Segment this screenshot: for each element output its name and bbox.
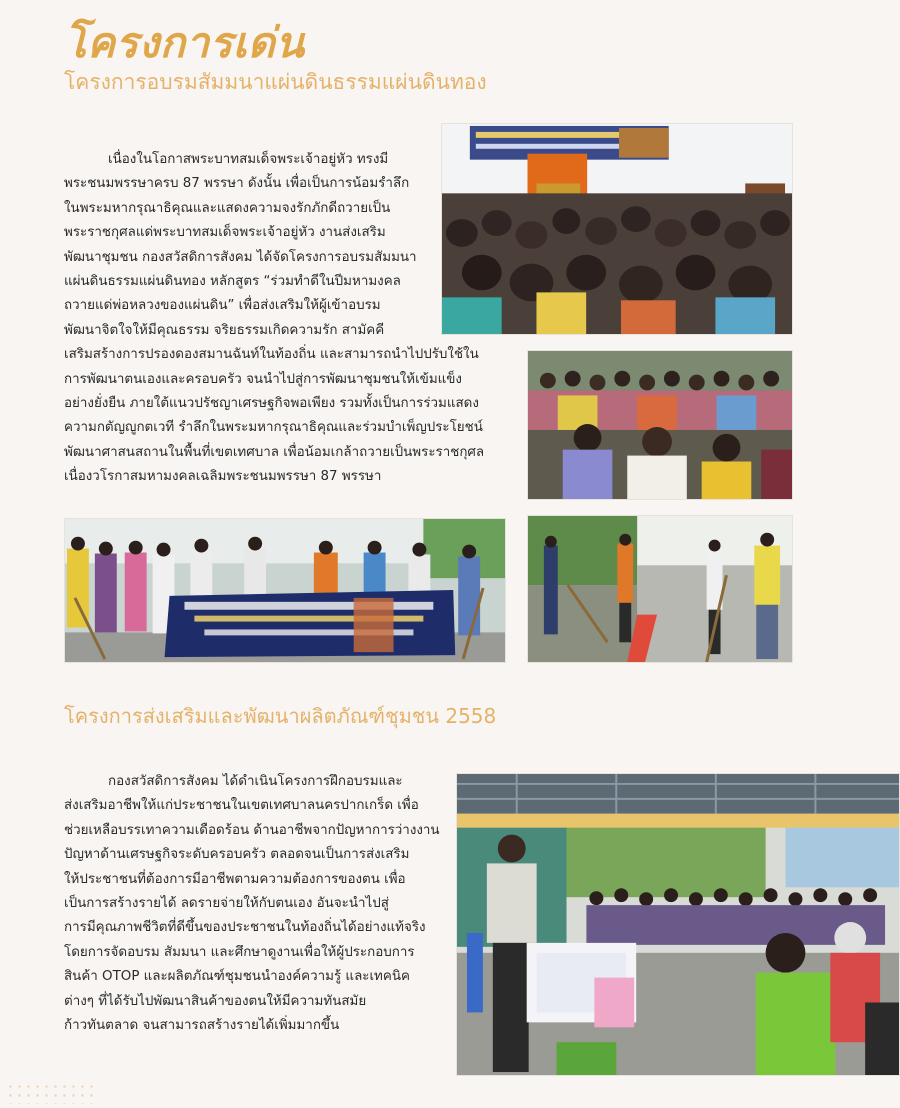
paragraph-line: เนื่องในโอกาสพระบาทสมเด็จพระเจ้าอยู่หัว ทรงมี <box>108 152 389 167</box>
paragraph-line: พัฒนาชุมชน กองสวัสดิการสังคม ได้จัดโครงการอบรมสัมมนา <box>64 249 417 265</box>
paragraph-line: พัฒนาศาสนสถานในพื้นที่เขตเทศบาล เพื่อน้อมเกล้าถวายเป็นพระราชกุศล <box>64 444 485 460</box>
paragraph-line: พระราชกุศลแด่พระบาทสมเด็จพระเจ้าอยู่หัว งานส่งเสริม <box>64 225 386 241</box>
paragraph-line: พระชนมพรรษาครบ 87 พรรษา ดังนั้น เพื่อเป็นการน้อมรำลึก <box>64 176 410 192</box>
article-otop <box>64 770 440 1038</box>
paragraph-line: การมีคุณภาพชีวิตที่ดีขึ้นของประชาชนในท้องถิ่นได้อย่างแท้จริง <box>64 920 426 936</box>
seminar-hall-photo <box>441 123 793 335</box>
paragraph-line: โดยการจัดอบรม สัมมนา และศึกษาดูงานเพื่อให้ผู้ประกอบการ <box>64 944 415 960</box>
section-title-otop: โครงการส่งเสริมและพัฒนาผลิตภัณฑ์ชุมชน 2558 <box>64 704 497 728</box>
paragraph-line: การพัฒนาตนเองและครอบครัว จนนำไปสู่การพัฒนาชุมชนให้เข้มแข็ง <box>64 371 462 387</box>
group-banner-photo <box>64 518 506 663</box>
paragraph-line: กองสวัสดิการสังคม ได้ดำเนินโครงการฝึกอบรมและ <box>108 774 403 789</box>
paragraph-line: สินค้า OTOP และผลิตภัณฑ์ชุมชนนำองค์ความรู้ และเทคนิค <box>64 969 410 985</box>
page-title: โครงการเด่น <box>64 18 305 67</box>
sweeping-photo <box>527 515 793 663</box>
paragraph-line: ต่างๆ ที่ได้รับไปพัฒนาสินค้าของตนให้มีความทันสมัย <box>64 993 367 1009</box>
audience-photo <box>527 350 793 500</box>
paragraph-line: ปัญหาด้านเศรษฐกิจระดับครอบครัว ตลอดจนเป็นการส่งเสริม <box>64 847 410 863</box>
paragraph-line: ให้ประชาชนที่ต้องการมีอาชีพตามความต้องการของตน เพื่อ <box>64 871 406 887</box>
paragraph-line: เสริมสร้างการปรองดองสมานฉันท์ในท้องถิ่น และสามารถนำไปปรับใช้ใน <box>64 347 479 363</box>
paragraph-line: พัฒนาจิตใจให้มีคุณธรรม จริยธรรมเกิดความรัก สามัคคี <box>64 322 385 338</box>
paragraph-line: อย่างยั่งยืน ภายใต้แนวปรัชญาเศรษฐกิจพอเพียง รวมทั้งเป็นการร่วมแสดง <box>64 396 479 412</box>
paragraph-line: ถวายแด่พ่อหลวงของแผ่นดิน” เพื่อส่งเสริมให้ผู้เข้าอบรม <box>64 298 381 314</box>
training-canopy-photo <box>456 773 900 1076</box>
paragraph-line: เป็นการสร้างรายได้ ลดรายจ่ายให้กับตนเอง อันจะนำไปสู่ <box>64 896 389 912</box>
paragraph-line: ในพระมหากรุณาธิคุณและแสดงความจงรักภักดีถวายเป็น <box>64 200 391 216</box>
article-seminar <box>64 148 484 490</box>
paragraph-line: ก้าวทันตลาด จนสามารถสร้างรายได้เพิ่มมากขึ้น <box>64 1018 340 1034</box>
section-title-seminar: โครงการอบรมสัมมนาแผ่นดินธรรมแผ่นดินทอง <box>64 70 487 94</box>
decorative-dots <box>6 1082 96 1104</box>
paragraph-line: แผ่นดินธรรมแผ่นดินทอง หลักสูตร “ร่วมทำดีในปีมหามงคล <box>64 274 401 290</box>
paragraph-line: ส่งเสริมอาชีพให้แก่ประชาชนในเขตเทศบาลนครปากเกร็ด เพื่อ <box>64 798 419 814</box>
paragraph-line: เนื่องวโรกาสมหามงคลเฉลิมพระชนมพรรษา 87 พรรษา <box>64 469 382 485</box>
paragraph-line: ความกตัญญูกตเวที รำลึกในพระมหากรุณาธิคุณและร่วมบำเพ็ญประโยชน์ <box>64 420 483 436</box>
paragraph-line: ช่วยเหลือบรรเทาความเดือดร้อน ด้านอาชีพจากปัญหาการว่างงาน <box>64 822 440 838</box>
